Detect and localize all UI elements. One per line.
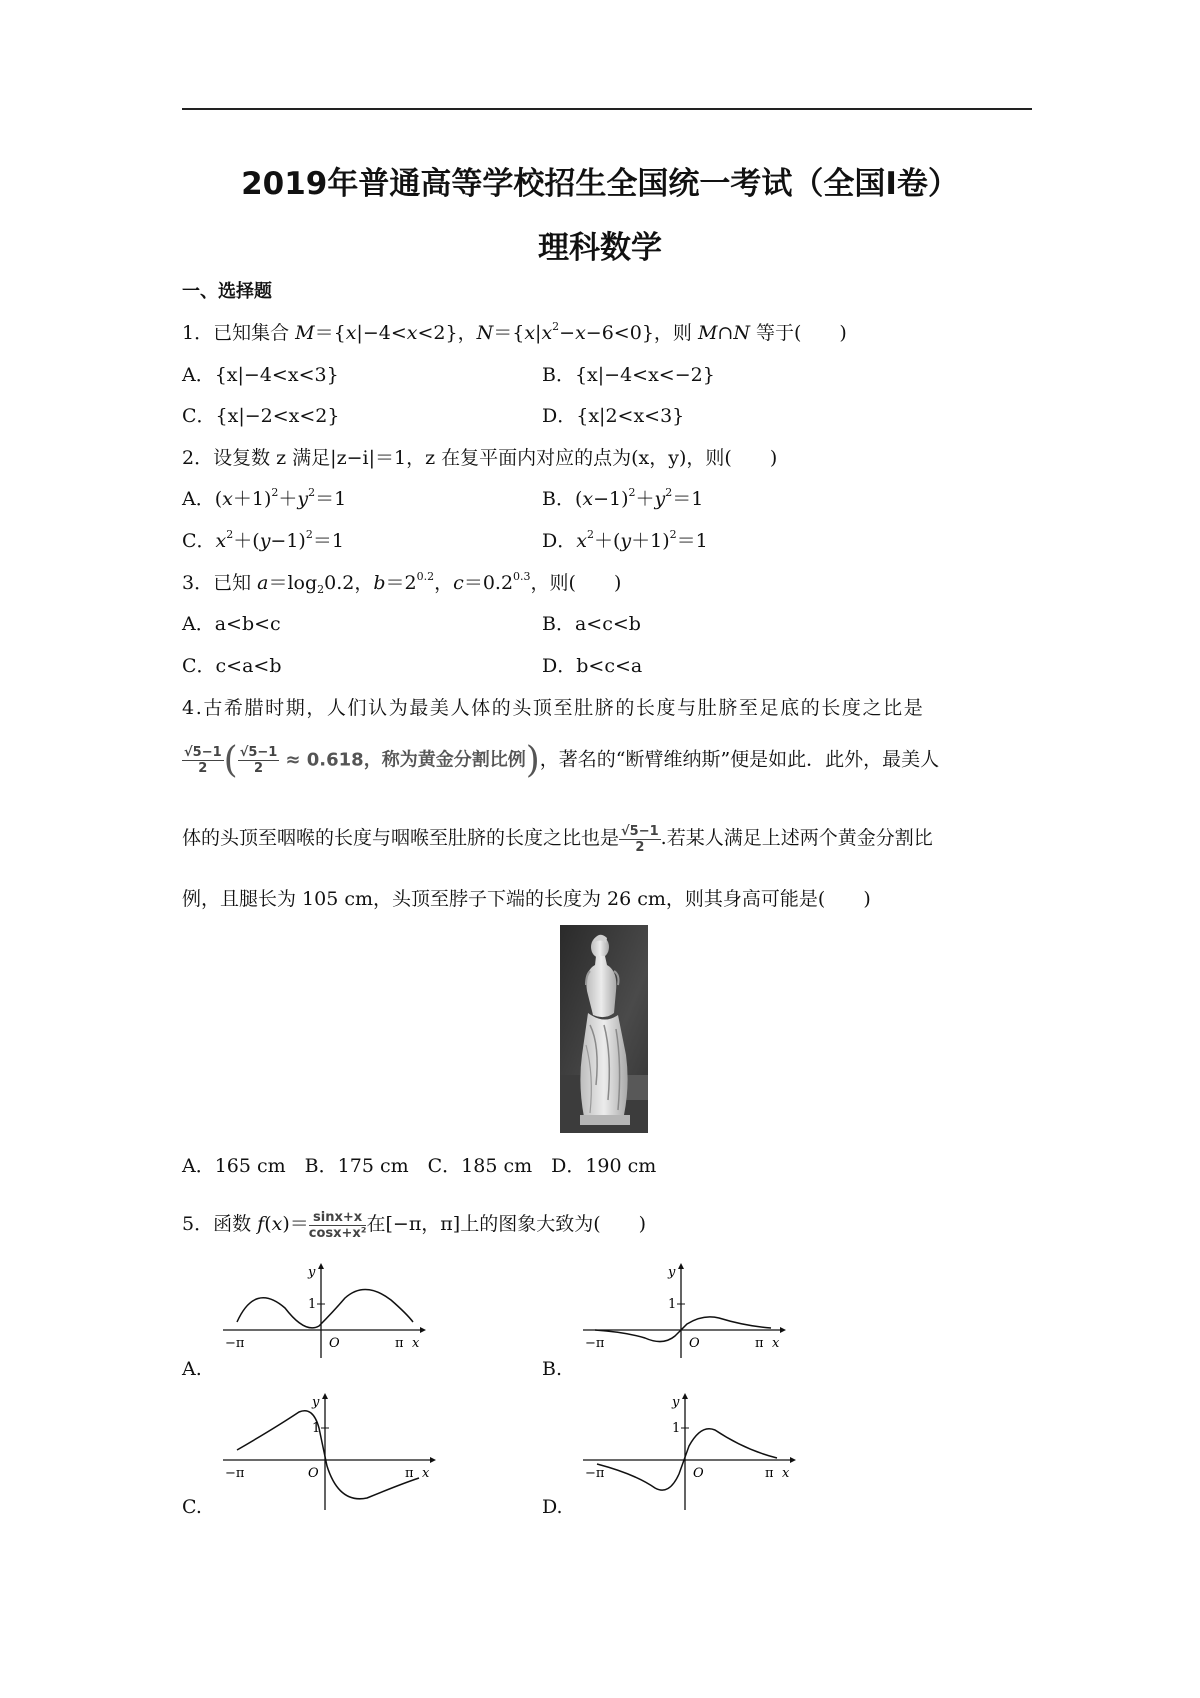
q1-option-a: A．{x|−4<x<3} [182,364,339,386]
q3-option-d: D．b<c<a [542,655,643,677]
graph-c-y: y [312,1395,320,1410]
graph-d-x: x [782,1466,790,1481]
graph-b-one: 1 [668,1297,677,1312]
q3-option-c: C．c<a<b [182,655,282,677]
q4-line-1: 4.古希腊时期，人们认为最美人体的头顶至肚脐的长度与肚脐至足底的长度之比是 [182,697,925,719]
graph-a-neg-pi: −π [225,1336,245,1351]
graph-d [575,1392,800,1512]
graph-a [215,1262,430,1360]
graph-c-pi: π [405,1466,414,1481]
exam-title: 2019年普通高等学校招生全国统一考试（全国Ⅰ卷） [241,166,959,202]
q4-options: A．165 cm B．175 cm C．185 cm D．190 cm [182,1155,657,1177]
top-rule [182,108,1032,110]
graph-b [575,1262,790,1360]
graph-d-label: D. [542,1496,563,1518]
graph-a-label: A. [182,1358,202,1380]
graph-d-origin: O [693,1466,704,1481]
graph-a-y: y [308,1265,316,1280]
graph-a-x: x [412,1336,420,1351]
q2-option-d: D．$x^2+(y+1)^2=1$ [542,528,708,552]
q4-line-2: $\frac{√5-1}{2}$ ( $\frac{√5-1}{2}$ ≈ 0.618，称为黄金分割比例)，著名的“断臂维纳斯”便是如此．此外，最美人 [184,740,940,781]
graph-b-y: y [668,1265,676,1280]
graph-b-x: x [772,1336,780,1351]
graph-b-origin: O [689,1336,700,1351]
graph-a-origin: O [329,1336,340,1351]
exam-subtitle: 理科数学 [538,230,662,266]
section-heading: 一、选择题 [182,281,272,302]
q1-stem: 1．已知集合 M＝{x|−4<x<2}，$N=\{x|x^2-x-6<0\}$，则 M∩N 等于( ) [182,320,847,344]
graph-c-x: x [422,1466,430,1481]
q2-option-a: A．$(x+1)^2+y^2=1$ [182,486,347,510]
graph-d-one: 1 [672,1421,681,1436]
q5-function-fraction: $\frac{\sin x+x}{\text{cosx+x²}}$ [308,1209,367,1241]
q5-stem: 5．函数 f(x)＝ $\frac{\sin x+x}{\text{cosx+x²}}$ 在[−π，π]上的图象大致为( ) [182,1209,647,1241]
golden-ratio-note: ≈ 0.618，称为黄金分割比例 [285,749,526,771]
q3-stem: 3．已知 $a=\log_20.2$，$b=2^{0.2}$，$c=0.2^{0.3}$，则( ) [182,570,622,596]
q1-option-c: C．{x|−2<x<2} [182,405,340,427]
graph-d-y: y [672,1395,680,1410]
venus-statue-image [560,925,648,1133]
graph-a-one: 1 [308,1297,317,1312]
golden-ratio-fraction-3: $\frac{√5-1}{2}$ [621,823,659,855]
golden-ratio-fraction-2: $\frac{√5-1}{2}$ [239,745,278,776]
graph-c-neg-pi: −π [225,1466,245,1481]
graph-b-pi: π [755,1336,764,1351]
graph-c-one: 1 [312,1421,321,1436]
graph-b-neg-pi: −π [585,1336,605,1351]
graph-d-pi: π [765,1466,774,1481]
q2-option-b: B．$(x-1)^2+y^2=1$ [542,486,704,510]
graph-b-label: B. [542,1358,563,1380]
q4-line-4: 例，且腿长为 105 cm，头顶至脖子下端的长度为 26 cm，则其身高可能是( ) [182,888,871,910]
q3-option-b: B．a<c<b [542,613,641,635]
graph-c-label: C. [182,1496,202,1518]
graph-a-pi: π [395,1336,404,1351]
q4-line-2-tail: ，著名的“断臂维纳斯”便是如此．此外，最美人 [539,748,940,771]
q2-option-c: C．$x^2+(y-1)^2=1$ [182,528,344,552]
q4-line-3: 体的头顶至咽喉的长度与咽喉至肚脐的长度之比也是 $\frac{√5-1}{2}$ .若某人满足上述两个黄金分割比 [182,823,933,855]
golden-ratio-fraction: $\frac{√5-1}{2}$ [184,745,222,776]
q3-option-a: A．a<b<c [182,613,281,635]
graph-c [215,1392,440,1512]
graph-c-origin: O [308,1466,319,1481]
graph-d-neg-pi: −π [585,1466,605,1481]
q2-stem: 2．设复数 z 满足|z−i|＝1，z 在复平面内对应的点为(x，y)，则( ) [182,447,778,469]
q1-option-b: B．{x|−4<x<−2} [542,364,715,386]
q1-option-d: D．{x|2<x<3} [542,405,685,427]
